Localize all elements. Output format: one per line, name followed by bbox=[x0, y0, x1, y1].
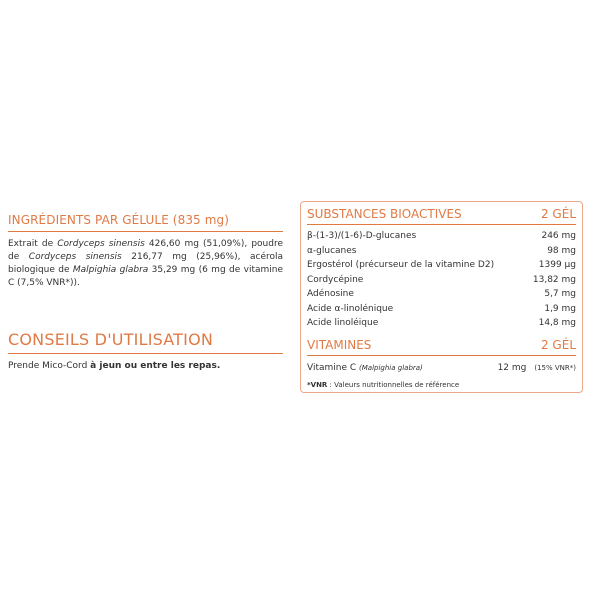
footnote bbox=[307, 381, 576, 389]
footnote-label: *VNR bbox=[307, 380, 328, 389]
vitamin-amount: 12 mg bbox=[497, 362, 527, 373]
bioactive-row bbox=[307, 316, 576, 331]
bioactive-value: 13,82 mg bbox=[532, 274, 576, 285]
ingredients-part: 35,29 mg (6 mg de vitamine C (7,5% VNR*)). bbox=[8, 265, 283, 288]
ingredients-species: Malpighia glabra bbox=[72, 265, 149, 275]
ingredients-part: 216,77 mg (25,96%), acérola biologique de bbox=[8, 252, 283, 275]
bioactives-list bbox=[307, 229, 576, 331]
vitamin-name-cell bbox=[307, 363, 498, 373]
usage-emphasis: à jeun ou entre les repas. bbox=[90, 361, 221, 371]
bioactive-row bbox=[307, 229, 576, 244]
ingredients-title: INGRÉDIENTS PAR GÉLULE (835 mg) bbox=[8, 213, 283, 232]
bioactive-name: Acide α-linolénique bbox=[307, 303, 394, 314]
vitamines-dose: 2 GÉL bbox=[540, 337, 576, 352]
bioactive-name: Acide linoléique bbox=[307, 318, 379, 328]
bioactive-value: 5,7 mg bbox=[544, 289, 576, 299]
nutrition-panel bbox=[300, 201, 583, 393]
ingredients-species: Cordyceps sinensis bbox=[57, 239, 145, 249]
bioactive-name: Adénosine bbox=[307, 289, 354, 299]
bioactive-name: α-glucanes bbox=[307, 245, 357, 256]
footnote-text: : Valeurs nutritionnelles de référence bbox=[327, 380, 460, 389]
bioactive-name: Cordycépine bbox=[307, 274, 364, 285]
vitamines-header bbox=[307, 338, 576, 356]
conseils-title: CONSEILS D'UTILISATION bbox=[8, 330, 283, 354]
vitamin-source: (Malpighia glabra) bbox=[359, 363, 423, 372]
bioactive-row bbox=[307, 258, 576, 273]
bioactive-value: 98 mg bbox=[547, 245, 576, 256]
ingredients-text bbox=[8, 238, 283, 290]
bioactive-row bbox=[307, 287, 576, 302]
left-column bbox=[8, 213, 283, 371]
bioactive-row bbox=[307, 302, 576, 317]
ingredients-part: Extrait de bbox=[8, 239, 58, 249]
bioactive-value: 246 mg bbox=[541, 231, 576, 241]
bioactives-title: SUBSTANCES BIOACTIVES bbox=[307, 207, 462, 221]
bioactive-value: 1,9 mg bbox=[544, 303, 576, 314]
vitamin-pct: (15% VNR*) bbox=[534, 363, 576, 372]
ingredients-species: Cordyceps sinensis bbox=[28, 252, 122, 262]
bioactive-row bbox=[307, 273, 576, 288]
bioactive-name: Ergostérol (précurseur de la vitamine D2) bbox=[307, 260, 495, 270]
bioactive-row bbox=[307, 244, 576, 259]
conseils-section bbox=[8, 330, 283, 371]
usage-part: Prende Mico-Cord bbox=[8, 361, 91, 371]
vitamin-row bbox=[307, 363, 576, 373]
vitamin-name: Vitamine C bbox=[307, 362, 360, 373]
bioactives-header bbox=[307, 207, 576, 225]
bioactive-value: 14,8 mg bbox=[538, 318, 576, 328]
usage-text bbox=[8, 361, 283, 371]
bioactive-name: β-(1-3)/(1-6)-D-glucanes bbox=[307, 231, 417, 241]
bioactives-dose: 2 GÉL bbox=[540, 207, 576, 221]
vitamines-title: VITAMINES bbox=[307, 337, 372, 352]
bioactive-value: 1399 µg bbox=[538, 260, 576, 270]
ingredients-part: 426,60 mg (51,09%), poudre de bbox=[8, 239, 283, 262]
